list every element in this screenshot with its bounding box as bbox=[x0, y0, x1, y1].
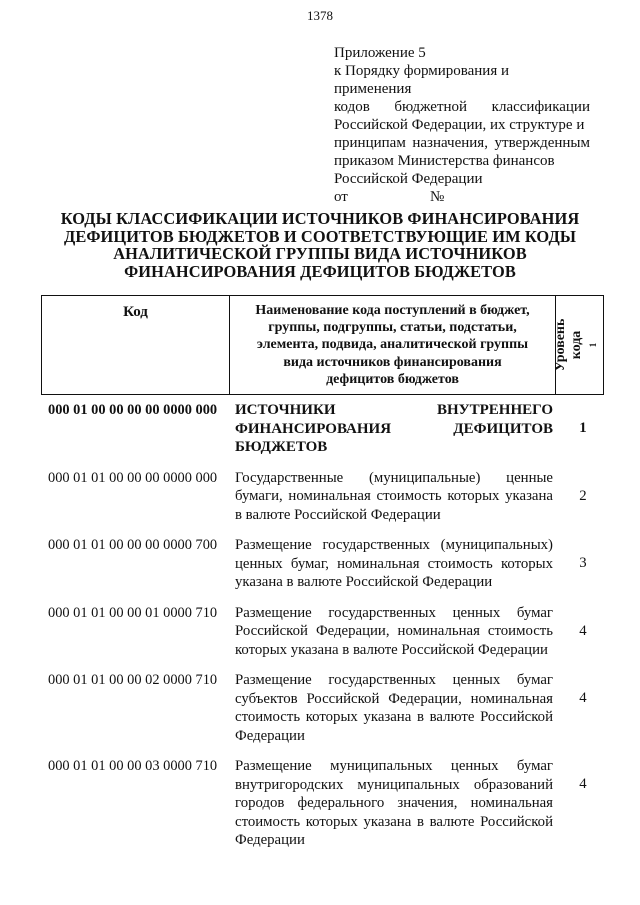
order-date-number-line bbox=[334, 188, 590, 206]
appendix-line: к Порядку формирования и применения bbox=[334, 63, 510, 97]
title-line: ФИНАНСИРОВАНИЯ ДЕФИЦИТОВ БЮДЖЕТОВ bbox=[124, 261, 516, 281]
row-code: 000 01 00 00 00 00 0000 000 bbox=[48, 402, 218, 418]
row-name: ИСТОЧНИКИ ВНУТРЕННЕГО ФИНАНСИРОВАНИЯ ДЕФИЦИТОВ БЮДЖЕТОВ bbox=[235, 402, 553, 455]
row-code: 000 01 01 00 00 00 0000 700 bbox=[48, 537, 218, 553]
row-code: 000 01 01 00 00 02 0000 710 bbox=[48, 672, 218, 688]
header-level-line bbox=[569, 319, 607, 372]
table-row bbox=[48, 536, 608, 592]
appendix-title: Приложение 5 bbox=[334, 45, 426, 61]
footnote-marker: 1 bbox=[587, 342, 598, 348]
header-name-line: элемента, подвида, аналитической группы bbox=[256, 337, 529, 353]
header-name-cell bbox=[230, 296, 556, 394]
row-code: 000 01 01 00 00 00 0000 000 bbox=[48, 469, 218, 486]
row-code: 000 01 01 00 00 01 0000 710 bbox=[48, 604, 218, 621]
appendix-block bbox=[334, 44, 590, 206]
classification-list bbox=[48, 401, 608, 862]
date-label: от bbox=[334, 189, 348, 205]
row-name: Размещение государственных (муниципальных) ценных бумаг, номинальная стоимость которых указана в валюте Российской Федерации bbox=[235, 537, 553, 590]
appendix-line: Российской Федерации, их структуре и bbox=[334, 117, 585, 133]
header-code-cell: Код bbox=[42, 296, 230, 394]
number-label: № bbox=[430, 189, 445, 205]
header-name-line: группы, подгруппы, статьи, подстатьи, bbox=[268, 320, 517, 336]
appendix-line: кодов бюджетной классификации bbox=[334, 99, 590, 115]
row-name: Размещение муниципальных ценных бумаг внутригородских муниципальных образований городов федерального значения, номинальная стоимость которых указана в валюте Российской Федерации bbox=[235, 758, 553, 848]
appendix-line: принципам назначения, утвержденным bbox=[334, 135, 590, 151]
header-name-line: вида источников финансирования bbox=[283, 354, 502, 370]
title-line: ДЕФИЦИТОВ БЮДЖЕТОВ И СООТВЕТСТВУЮЩИЕ ИМ КОДЫ bbox=[63, 226, 577, 246]
table-row bbox=[48, 757, 608, 850]
row-level: 4 bbox=[579, 690, 587, 706]
title-line: КОДЫ КЛАССИФИКАЦИИ ИСТОЧНИКОВ ФИНАНСИРОВАНИЯ bbox=[60, 209, 580, 228]
header-name-line: дефицитов бюджетов bbox=[326, 371, 459, 387]
row-level: 3 bbox=[579, 555, 587, 571]
header-level-text bbox=[553, 319, 607, 372]
row-name: Размещение государственных ценных бумаг Российской Федерации, номинальная стоимость которых указана в валюте Российской Федерации bbox=[235, 604, 553, 658]
row-level: 2 bbox=[579, 487, 587, 504]
appendix-line: приказом Министерства финансов bbox=[334, 153, 555, 169]
row-level: 4 bbox=[579, 622, 587, 639]
header-level-line: Уровень bbox=[552, 318, 568, 372]
table-row bbox=[48, 469, 608, 525]
title-line: АНАЛИТИЧЕСКОЙ ГРУППЫ ВИДА ИСТОЧНИКОВ bbox=[113, 244, 527, 263]
header-level-word: кода bbox=[568, 330, 584, 360]
row-code: 000 01 01 00 00 03 0000 710 bbox=[48, 758, 218, 774]
header-name-line: Наименование кода поступлений в бюджет, bbox=[255, 303, 530, 318]
table-row bbox=[48, 401, 608, 457]
header-level-cell bbox=[552, 296, 603, 394]
table-row bbox=[48, 671, 608, 745]
row-name: Размещение государственных ценных бумаг субъектов Российской Федерации, номинальная стоимость которых указана в валюте Российской Федерации bbox=[235, 672, 553, 744]
row-level: 4 bbox=[579, 776, 587, 792]
page-number: 1378 bbox=[307, 8, 333, 23]
row-name: Государственные (муниципальные) ценные бумаги, номинальная стоимость которых указана в валюте Российской Федерации bbox=[235, 469, 553, 523]
document-title bbox=[60, 210, 580, 280]
row-level: 1 bbox=[579, 420, 587, 436]
appendix-line: Российской Федерации bbox=[334, 171, 483, 187]
table-row bbox=[48, 604, 608, 660]
table-header bbox=[41, 295, 604, 395]
